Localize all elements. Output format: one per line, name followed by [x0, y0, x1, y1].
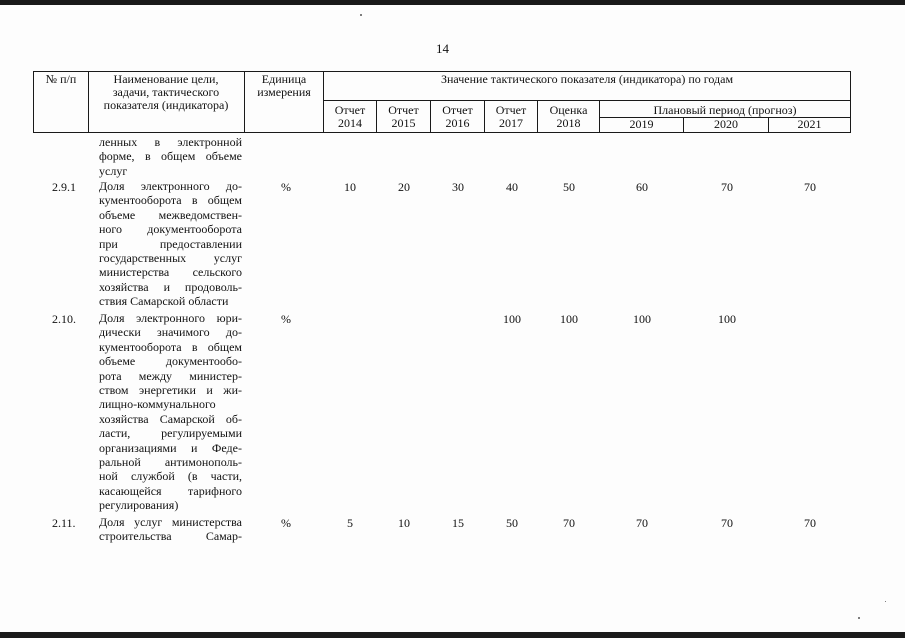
value-2021: 70	[804, 180, 816, 194]
value-2019: 70	[636, 516, 648, 530]
value-2019: 60	[636, 180, 648, 194]
value-2016: 30	[452, 180, 464, 194]
value-2015: 20	[398, 180, 410, 194]
value-2021: 70	[804, 516, 816, 530]
value-2018: 50	[563, 180, 575, 194]
value-2017: 50	[506, 516, 518, 530]
planned-period-label: Плановый период (прогноз)	[653, 103, 797, 117]
year-cell-2015: Отчет 2015	[388, 103, 419, 130]
year-cell-2020: 2020	[714, 117, 738, 131]
bottom-border	[0, 632, 905, 638]
value-2014: 5	[347, 516, 353, 530]
top-border	[0, 0, 905, 5]
header-col-number: № п/п	[45, 72, 77, 86]
header-col-unit: Единица измерения	[257, 72, 311, 99]
year-cell-2019: 2019	[629, 117, 654, 131]
value-2018: 100	[560, 312, 578, 326]
row-number: 2.9.1	[52, 180, 76, 194]
continuation-text: ленных в электронной форме, в общем объеме услуг	[99, 135, 242, 178]
header-col-values: Значение тактического показателя (индикатора) по годам	[440, 72, 734, 86]
value-2020: 70	[721, 516, 733, 530]
page-number: 14	[436, 41, 449, 56]
indicator-description: Доля электронного юри- дически значимого до- кументооборота в общем объеме документообо- рота между министер- ством энергетики и жи- лищно-коммунального хозяйства Самарской об- ласти, регулируемыми организациями и Феде- ральной антимонополь- ной службой (в части, касающейся тарифного регулирования)	[99, 311, 242, 513]
value-2014: 10	[344, 180, 356, 194]
value-2020: 100	[718, 312, 736, 326]
year-cell-2014: Отчет 2014	[334, 103, 366, 130]
value-2017: 100	[503, 312, 521, 326]
year-cell-2017: Отчет 2017	[495, 103, 527, 130]
year-cell-2021: 2021	[797, 117, 822, 131]
table-header	[33, 71, 851, 133]
unit-cell: %	[281, 180, 291, 194]
value-2015: 10	[398, 516, 410, 530]
scan-speck	[858, 617, 860, 619]
value-2016: 15	[452, 516, 464, 530]
unit-cell: %	[281, 516, 291, 530]
value-2018: 70	[563, 516, 575, 530]
value-2020: 70	[721, 180, 733, 194]
unit-cell: %	[281, 312, 291, 326]
indicator-description: Доля услуг министерства строительства Самар-	[99, 515, 242, 544]
scan-speck	[360, 14, 362, 16]
row-number: 2.11.	[52, 516, 76, 530]
header-col-name: Наименование цели, задачи, тактического показателя (индикатора)	[103, 72, 229, 112]
value-2019: 100	[633, 312, 651, 326]
indicator-description: Доля электронного до- кументооборота в общем объеме межведомствен- ного документооборота при предоставлении государственных услуг министерства сельского хозяйства и продоволь- ствия Самарской области	[99, 179, 242, 309]
scan-speck	[885, 601, 886, 602]
year-cell-2016: Отчет 2016	[442, 103, 473, 130]
row-number: 2.10.	[52, 312, 76, 326]
value-2017: 40	[506, 180, 518, 194]
year-cell-2018: Оценка 2018	[549, 103, 588, 130]
